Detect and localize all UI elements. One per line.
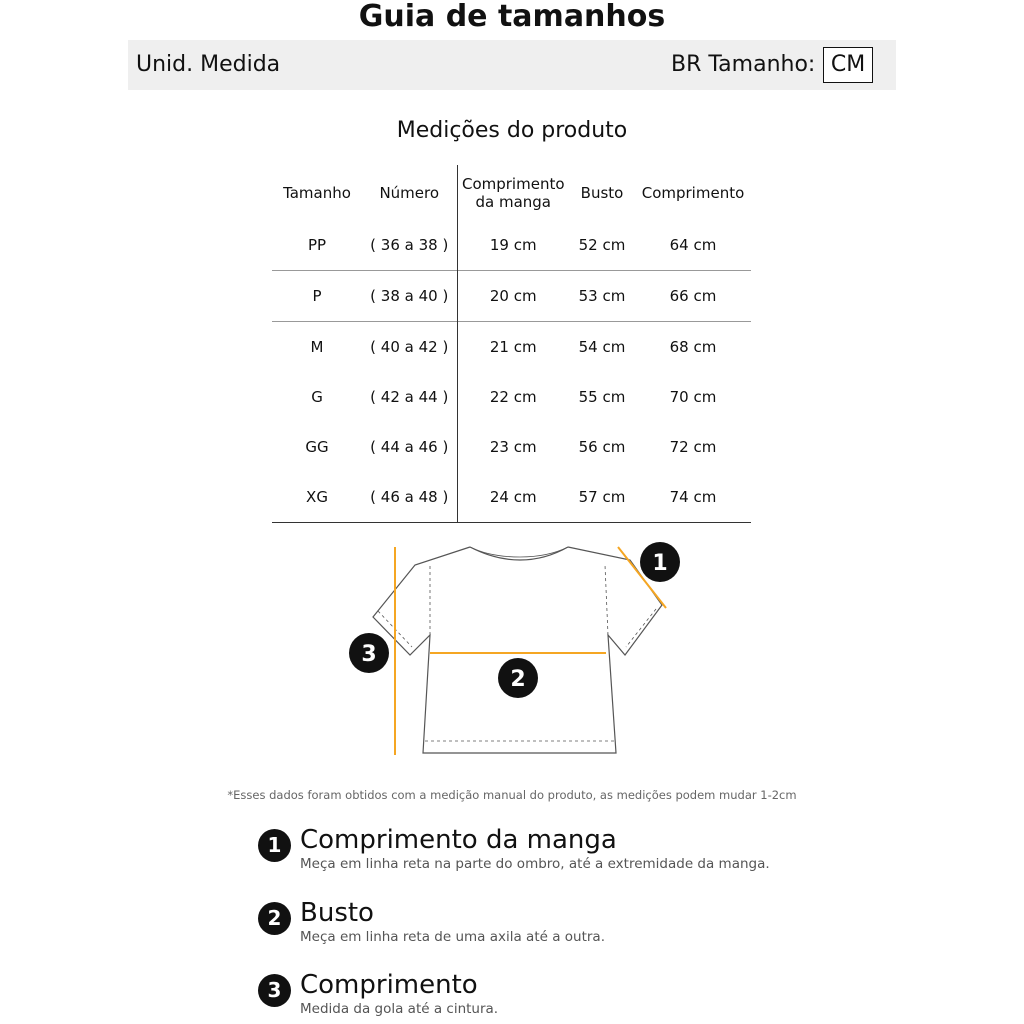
measurement-note: *Esses dados foram obtidos com a medição manual do produto, as medições podem mudar 1-2cm [227, 788, 797, 802]
table-cell: G [311, 388, 323, 406]
table-cell: 70 cm [669, 388, 717, 406]
table-cell: ( 38 a 40 ) [362, 271, 457, 322]
table-cell: 66 cm [635, 271, 751, 322]
legend-title: Busto [300, 898, 374, 928]
marker-3-label: 3 [361, 642, 377, 667]
legend-number: 2 [258, 902, 291, 935]
table-cell: PP [307, 236, 327, 254]
table-cell: 22 cm [457, 372, 569, 422]
size-table [272, 165, 751, 523]
table-cell: 72 cm [669, 438, 717, 456]
page-title: Guia de tamanhos [358, 0, 666, 34]
marker-3 [349, 633, 389, 673]
table-row [272, 422, 751, 472]
table-cell: 53 cm [569, 271, 635, 322]
table-cell: ( 46 a 48 ) [362, 472, 457, 523]
table-cell: 54 cm [569, 322, 635, 373]
legend-number: 1 [258, 829, 291, 862]
unit-bar [128, 40, 896, 90]
table-cell: ( 40 a 42 ) [362, 322, 457, 373]
column-header: Comprimento [641, 183, 745, 202]
table-cell: ( 36 a 38 ) [370, 236, 449, 254]
table-cell: ( 42 a 44 ) [370, 388, 449, 406]
legend-title: Comprimento [300, 970, 478, 1000]
table-cell: 23 cm [457, 422, 569, 472]
table-cell: 68 cm [635, 322, 751, 373]
column-header: Comprimento da manga [457, 165, 569, 220]
table-cell: XG [272, 472, 362, 523]
table-row [272, 372, 751, 422]
column-header: Tamanho [283, 183, 351, 202]
table-cell: GG [305, 438, 329, 456]
table-cell: 57 cm [569, 472, 635, 523]
tshirt-illustration [340, 535, 690, 770]
table-cell: 56 cm [578, 438, 626, 456]
marker-2 [498, 658, 538, 698]
section-title: Medições do produto [396, 118, 628, 143]
br-size-label: BR Tamanho: [671, 52, 816, 77]
unit-value-box[interactable]: CM [823, 47, 873, 83]
legend-title: Comprimento da manga [300, 825, 617, 855]
table-row [272, 220, 751, 271]
legend-desc: Meça em linha reta na parte do ombro, até a extremidade da manga. [300, 856, 770, 872]
table-cell: 74 cm [635, 472, 751, 523]
table-cell: 19 cm [457, 220, 569, 271]
table-cell: M [272, 322, 362, 373]
table-cell: ( 44 a 46 ) [370, 438, 449, 456]
table-row [272, 271, 751, 322]
column-header: Busto [580, 183, 624, 202]
legend-desc: Medida da gola até a cintura. [300, 1001, 499, 1017]
table-row [272, 322, 751, 373]
marker-1 [640, 542, 680, 582]
table-cell: 55 cm [578, 388, 626, 406]
table-cell: 21 cm [457, 322, 569, 373]
legend-number: 3 [258, 974, 291, 1007]
tshirt-diagram [340, 535, 690, 770]
marker-1-label: 1 [652, 551, 668, 576]
marker-2-label: 2 [510, 667, 526, 692]
table-cell: 64 cm [669, 236, 717, 254]
table-row [272, 472, 751, 523]
table-cell: 24 cm [457, 472, 569, 523]
column-header: Número [379, 183, 440, 202]
tshirt-outline [373, 547, 662, 753]
table-cell: P [272, 271, 362, 322]
unit-label: Unid. Medida [136, 52, 281, 77]
table-cell: 52 cm [578, 236, 626, 254]
table-header-row [272, 165, 751, 220]
legend-desc: Meça em linha reta de uma axila até a outra. [300, 929, 605, 945]
table-cell: 20 cm [457, 271, 569, 322]
